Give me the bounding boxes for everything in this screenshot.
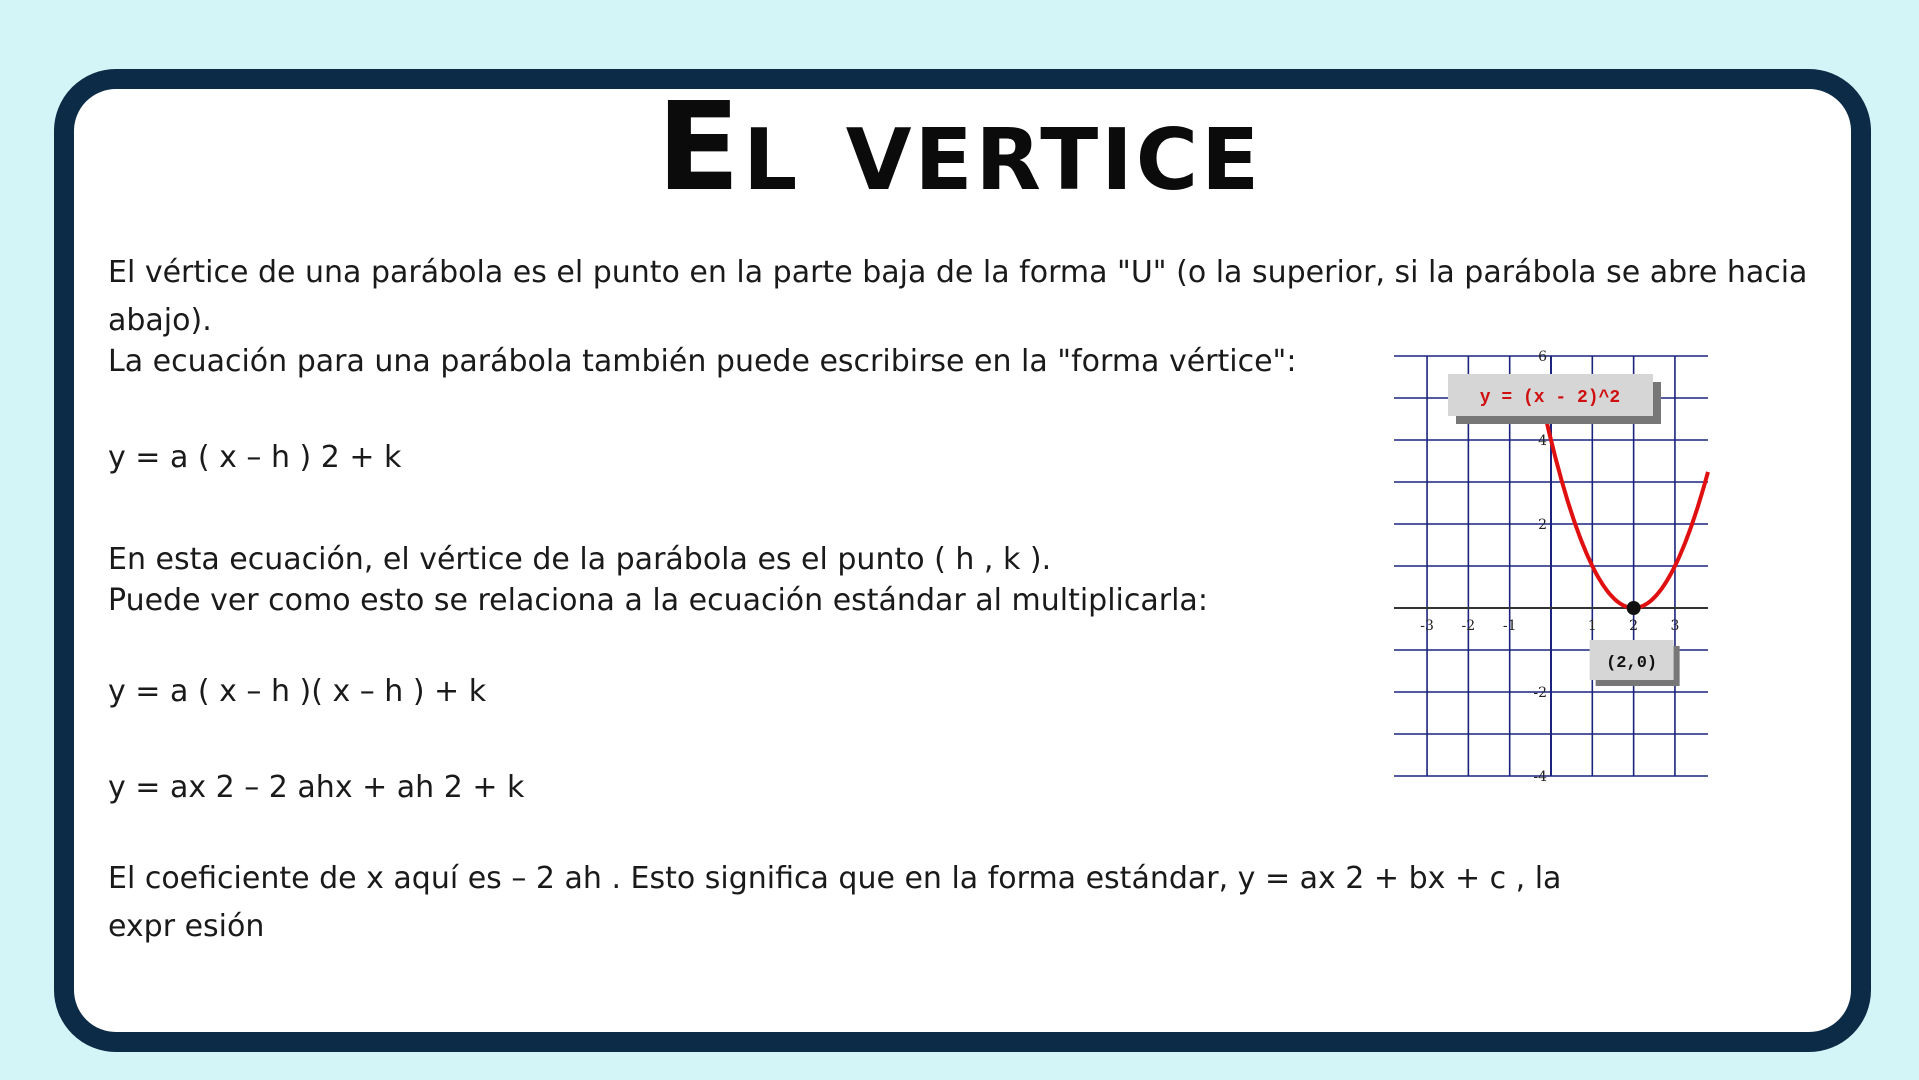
y-tick-label: -4 (1533, 769, 1547, 782)
expanded-equation: y = a ( x – h )( x – h ) + k (108, 674, 487, 709)
parabola-graph (1388, 350, 1714, 782)
vertex-point-text: En esta ecuación, el vértice de la parábola es el punto ( h , k ). (108, 542, 1052, 577)
y-tick-label: -2 (1533, 685, 1547, 701)
function-label: y = (x - 2)^2 (1479, 388, 1621, 408)
y-tick-label: 4 (1538, 433, 1547, 449)
page-title: El vertice (656, 76, 1263, 218)
x-tick-label: 2 (1629, 618, 1639, 634)
vertex-label: (2,0) (1606, 654, 1658, 673)
vertex-point (1627, 601, 1641, 615)
coefficient-paragraph: El coeficiente de x aquí es – 2 ah . Esto significa que en la forma estándar, y = ax 2 + bx + c , la expr esión (108, 861, 1562, 944)
vertex-form-intro: La ecuación para una parábola también puede escribirse en la "forma vértice": (108, 344, 1297, 379)
relation-text: Puede ver como esto se relaciona a la ecuación estándar al multiplicarla: (108, 583, 1208, 618)
vertex-form-equation: y = a ( x – h ) 2 + k (108, 440, 402, 475)
standard-equation: y = ax 2 – 2 ahx + ah 2 + k (108, 770, 525, 805)
x-tick-label: -1 (1502, 618, 1517, 634)
y-tick-label: 6 (1538, 350, 1547, 365)
x-tick-label: -3 (1420, 618, 1434, 634)
x-tick-label: 1 (1587, 618, 1597, 634)
y-tick-label: 2 (1538, 517, 1547, 533)
parabola-graph-svg (1388, 350, 1714, 782)
x-tick-label: 3 (1670, 618, 1680, 634)
x-tick-label: -2 (1461, 618, 1476, 634)
intro-paragraph: El vértice de una parábola es el punto en la parte baja de la forma "U" (o la superior, si la parábola se abre hacia abajo). (108, 255, 1808, 338)
